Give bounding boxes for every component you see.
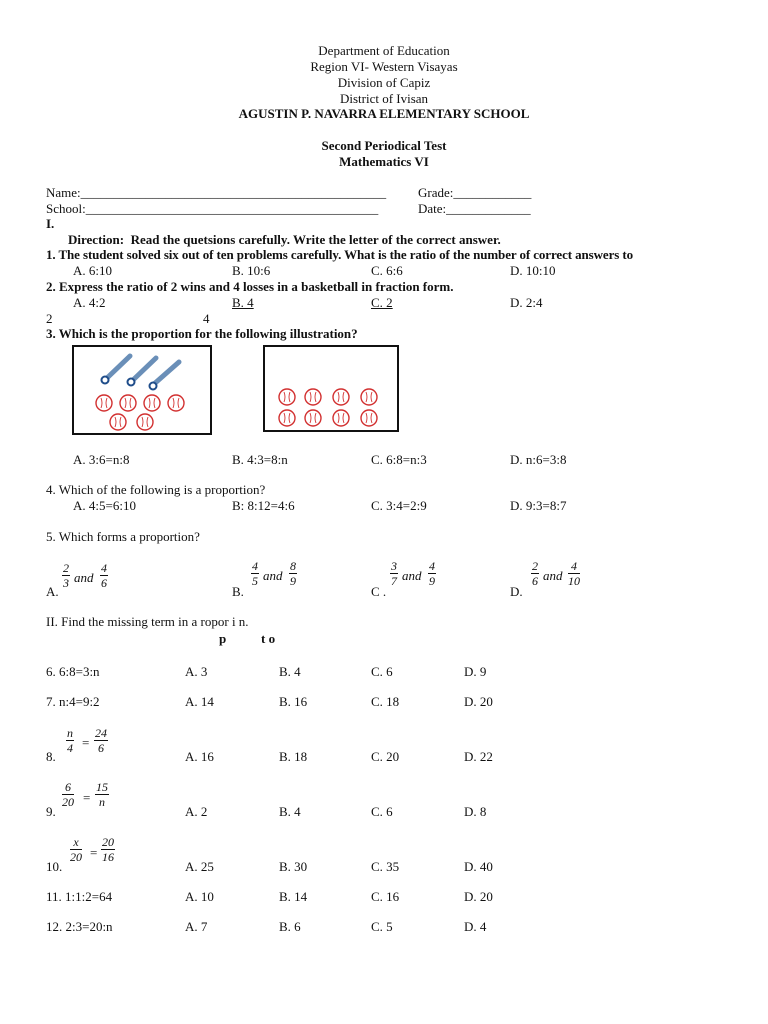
- numerator: 4: [101, 561, 107, 575]
- header-district: District of Ivisan: [339, 91, 429, 106]
- q12-choice-a[interactable]: A. 7: [185, 919, 208, 934]
- numerator: n: [67, 726, 73, 740]
- q3-choice-c[interactable]: C. 6:8=n:3: [371, 452, 427, 467]
- q7-choice-c[interactable]: C. 18: [371, 694, 400, 709]
- header-region: Region VI- Western Visayas: [310, 59, 458, 74]
- denominator: 6: [101, 576, 107, 590]
- q5-a-fraction-2: [100, 562, 108, 590]
- direction: [68, 232, 501, 248]
- q1-choice-b[interactable]: B. 10:6: [232, 263, 271, 278]
- q8-equals: =: [82, 735, 90, 750]
- numerator: 20: [102, 835, 114, 849]
- baseball-icon: [96, 395, 184, 430]
- q7-choice-d[interactable]: D. 20: [464, 694, 493, 709]
- date-label: Date:: [418, 201, 447, 216]
- q1-text: 1. The student solved six out of ten problems carefully. What is the ratio of the number of correct answers to: [46, 247, 633, 262]
- school-field[interactable]: [46, 201, 378, 217]
- q10-fraction-left: [70, 836, 82, 864]
- q9-equals: =: [83, 790, 91, 805]
- part2-subscript-p: p: [219, 631, 227, 646]
- q7-problem: 7. n:4=9:2: [46, 694, 100, 709]
- q2-choice-d[interactable]: D. 2:4: [510, 295, 543, 310]
- q8-choice-d[interactable]: D. 22: [464, 749, 493, 764]
- q5-choice-d-letter[interactable]: D.: [510, 584, 523, 599]
- q9-fraction-right: [95, 781, 109, 809]
- denominator: 6: [98, 741, 104, 755]
- grade-line: ____________: [453, 185, 532, 200]
- q5-b-fraction-1: [251, 560, 259, 588]
- q12-choice-b[interactable]: B. 6: [279, 919, 301, 934]
- q8-fraction-left: [66, 727, 74, 755]
- q5-d-and: and: [543, 568, 563, 583]
- q5-c-fraction-1: [390, 560, 398, 588]
- grade-label: Grade:: [418, 185, 454, 200]
- q2-choice-c[interactable]: C. 2: [371, 295, 393, 310]
- q5-c-fraction-2: [428, 560, 436, 588]
- part2-instruction: II. Find the missing term in a ropor i n.: [46, 614, 249, 629]
- numerator: x: [70, 836, 82, 850]
- q4-choice-c[interactable]: C. 3:4=2:9: [371, 498, 427, 513]
- q9-choice-c[interactable]: C. 6: [371, 804, 393, 819]
- q7-choice-a[interactable]: A. 14: [185, 694, 214, 709]
- q11-choice-b[interactable]: B. 14: [279, 889, 308, 904]
- q12-choice-c[interactable]: C. 5: [371, 919, 393, 934]
- subject-title: Mathematics VI: [339, 154, 429, 169]
- date-line: _____________: [446, 201, 531, 216]
- numerator: 3: [391, 559, 397, 573]
- numerator: 8: [290, 559, 296, 573]
- numerator: 2: [63, 561, 69, 575]
- q8-number: 8.: [46, 749, 56, 764]
- numerator: 4: [252, 559, 258, 573]
- q9-choice-a[interactable]: A. 2: [185, 804, 208, 819]
- q9-fraction-left: [62, 781, 74, 809]
- direction-text: Read the quetsions carefully. Write the letter of the correct answer.: [130, 232, 501, 247]
- q2-stray-digit-left: 2: [46, 311, 53, 326]
- denominator: 9: [290, 574, 296, 588]
- q10-fraction-right: [101, 836, 115, 864]
- q5-b-and: and: [263, 568, 283, 583]
- q5-d-fraction-2: [568, 560, 580, 588]
- denominator: 4: [67, 741, 73, 755]
- q8-choice-b[interactable]: B. 18: [279, 749, 308, 764]
- denominator: 20: [70, 850, 82, 864]
- q6-choice-b[interactable]: B. 4: [279, 664, 301, 679]
- q10-equals: =: [90, 845, 98, 860]
- bat-icon: [107, 356, 179, 384]
- header-department: Department of Education: [318, 43, 450, 58]
- q2-choice-b[interactable]: B. 4: [232, 295, 254, 310]
- q12-problem: 12. 2:3=20:n: [46, 919, 113, 934]
- name-field[interactable]: [46, 185, 386, 201]
- grade-field[interactable]: [418, 185, 531, 201]
- q9-choice-d[interactable]: D. 8: [464, 804, 487, 819]
- q10-choice-a[interactable]: A. 25: [185, 859, 214, 874]
- q7-choice-b[interactable]: B. 16: [279, 694, 308, 709]
- school-name: AGUSTIN P. NAVARRA ELEMENTARY SCHOOL: [238, 106, 530, 121]
- q3-choice-d[interactable]: D. n:6=3:8: [510, 452, 567, 467]
- test-title: Second Periodical Test: [321, 138, 447, 153]
- q10-choice-c[interactable]: C. 35: [371, 859, 400, 874]
- q5-b-fraction-2: [289, 560, 297, 588]
- q6-problem: 6. 6:8=3:n: [46, 664, 100, 679]
- school-line: _____________________________________________: [85, 201, 379, 216]
- q4-text: 4. Which of the following is a proportion?: [46, 482, 266, 497]
- q9-choice-b[interactable]: B. 4: [279, 804, 301, 819]
- q5-choice-b-letter[interactable]: B.: [232, 584, 244, 599]
- q1-choice-d[interactable]: D. 10:10: [510, 263, 556, 278]
- denominator: 6: [532, 574, 538, 588]
- q5-choice-c-letter[interactable]: C .: [371, 584, 387, 599]
- numerator: 4: [568, 560, 580, 574]
- illustration-right-box: [263, 345, 399, 432]
- direction-label: Direction:: [68, 232, 125, 247]
- q11-choice-c[interactable]: C. 16: [371, 889, 400, 904]
- denominator: 16: [102, 850, 114, 864]
- q3-choice-a[interactable]: A. 3:6=n:8: [73, 452, 130, 467]
- part1-heading: I.: [46, 216, 55, 231]
- numerator: 2: [532, 559, 538, 573]
- q2-text: 2. Express the ratio of 2 wins and 4 losses in a basketball in fraction form.: [46, 279, 454, 294]
- q4-choice-d[interactable]: D. 9:3=8:7: [510, 498, 567, 513]
- name-line: _______________________________________________: [80, 185, 387, 200]
- numerator: 24: [95, 726, 107, 740]
- denominator: 9: [429, 574, 435, 588]
- q1-choice-a[interactable]: A. 6:10: [73, 263, 112, 278]
- illustration-left-box: [72, 345, 212, 435]
- q6-choice-c[interactable]: C. 6: [371, 664, 393, 679]
- denominator: 5: [252, 574, 258, 588]
- baseball-icon: [279, 389, 377, 426]
- denominator: 20: [62, 795, 74, 809]
- q5-d-fraction-1: [531, 560, 539, 588]
- denominator: n: [99, 795, 105, 809]
- q5-text: 5. Which forms a proportion?: [46, 529, 200, 544]
- part2-subscript-to: t o: [261, 631, 276, 646]
- q4-choice-a[interactable]: A. 4:5=6:10: [73, 498, 136, 513]
- balls-illustration: [265, 347, 397, 430]
- q8-choice-c[interactable]: C. 20: [371, 749, 400, 764]
- numerator: 15: [96, 780, 108, 794]
- q9-number: 9.: [46, 804, 56, 819]
- q4-choice-b[interactable]: B: 8:12=4:6: [232, 498, 295, 513]
- denominator: 7: [391, 574, 397, 588]
- school-label: School:: [46, 201, 86, 216]
- q5-choice-a-letter[interactable]: A.: [46, 584, 59, 599]
- q2-choice-a[interactable]: A. 4:2: [73, 295, 106, 310]
- q11-choice-a[interactable]: A. 10: [185, 889, 214, 904]
- q3-text: 3. Which is the proportion for the following illustration?: [46, 326, 358, 341]
- q10-number: 10.: [46, 859, 63, 874]
- q2-stray-digit-mid: 4: [203, 311, 210, 326]
- bats-and-balls-illustration: [74, 347, 210, 433]
- q12-choice-d[interactable]: D. 4: [464, 919, 487, 934]
- name-label: Name:: [46, 185, 81, 200]
- denominator: 10: [568, 574, 580, 588]
- q6-choice-d[interactable]: D. 9: [464, 664, 487, 679]
- numerator: 4: [429, 559, 435, 573]
- q11-problem: 11. 1:1:2=64: [46, 889, 113, 904]
- q5-c-and: and: [402, 568, 422, 583]
- q5-a-and: and: [74, 570, 94, 585]
- numerator: 6: [62, 781, 74, 795]
- q10-choice-b[interactable]: B. 30: [279, 859, 308, 874]
- q10-choice-d[interactable]: D. 40: [464, 859, 493, 874]
- q6-choice-a[interactable]: A. 3: [185, 664, 208, 679]
- date-field[interactable]: [418, 201, 531, 217]
- header-division: Division of Capiz: [337, 75, 431, 90]
- denominator: 3: [63, 576, 69, 590]
- q11-choice-d[interactable]: D. 20: [464, 889, 493, 904]
- q1-choice-c[interactable]: C. 6:6: [371, 263, 403, 278]
- q3-choice-b[interactable]: B. 4:3=8:n: [232, 452, 288, 467]
- q8-fraction-right: [94, 727, 108, 755]
- q5-a-fraction-1: [62, 562, 70, 590]
- q8-choice-a[interactable]: A. 16: [185, 749, 214, 764]
